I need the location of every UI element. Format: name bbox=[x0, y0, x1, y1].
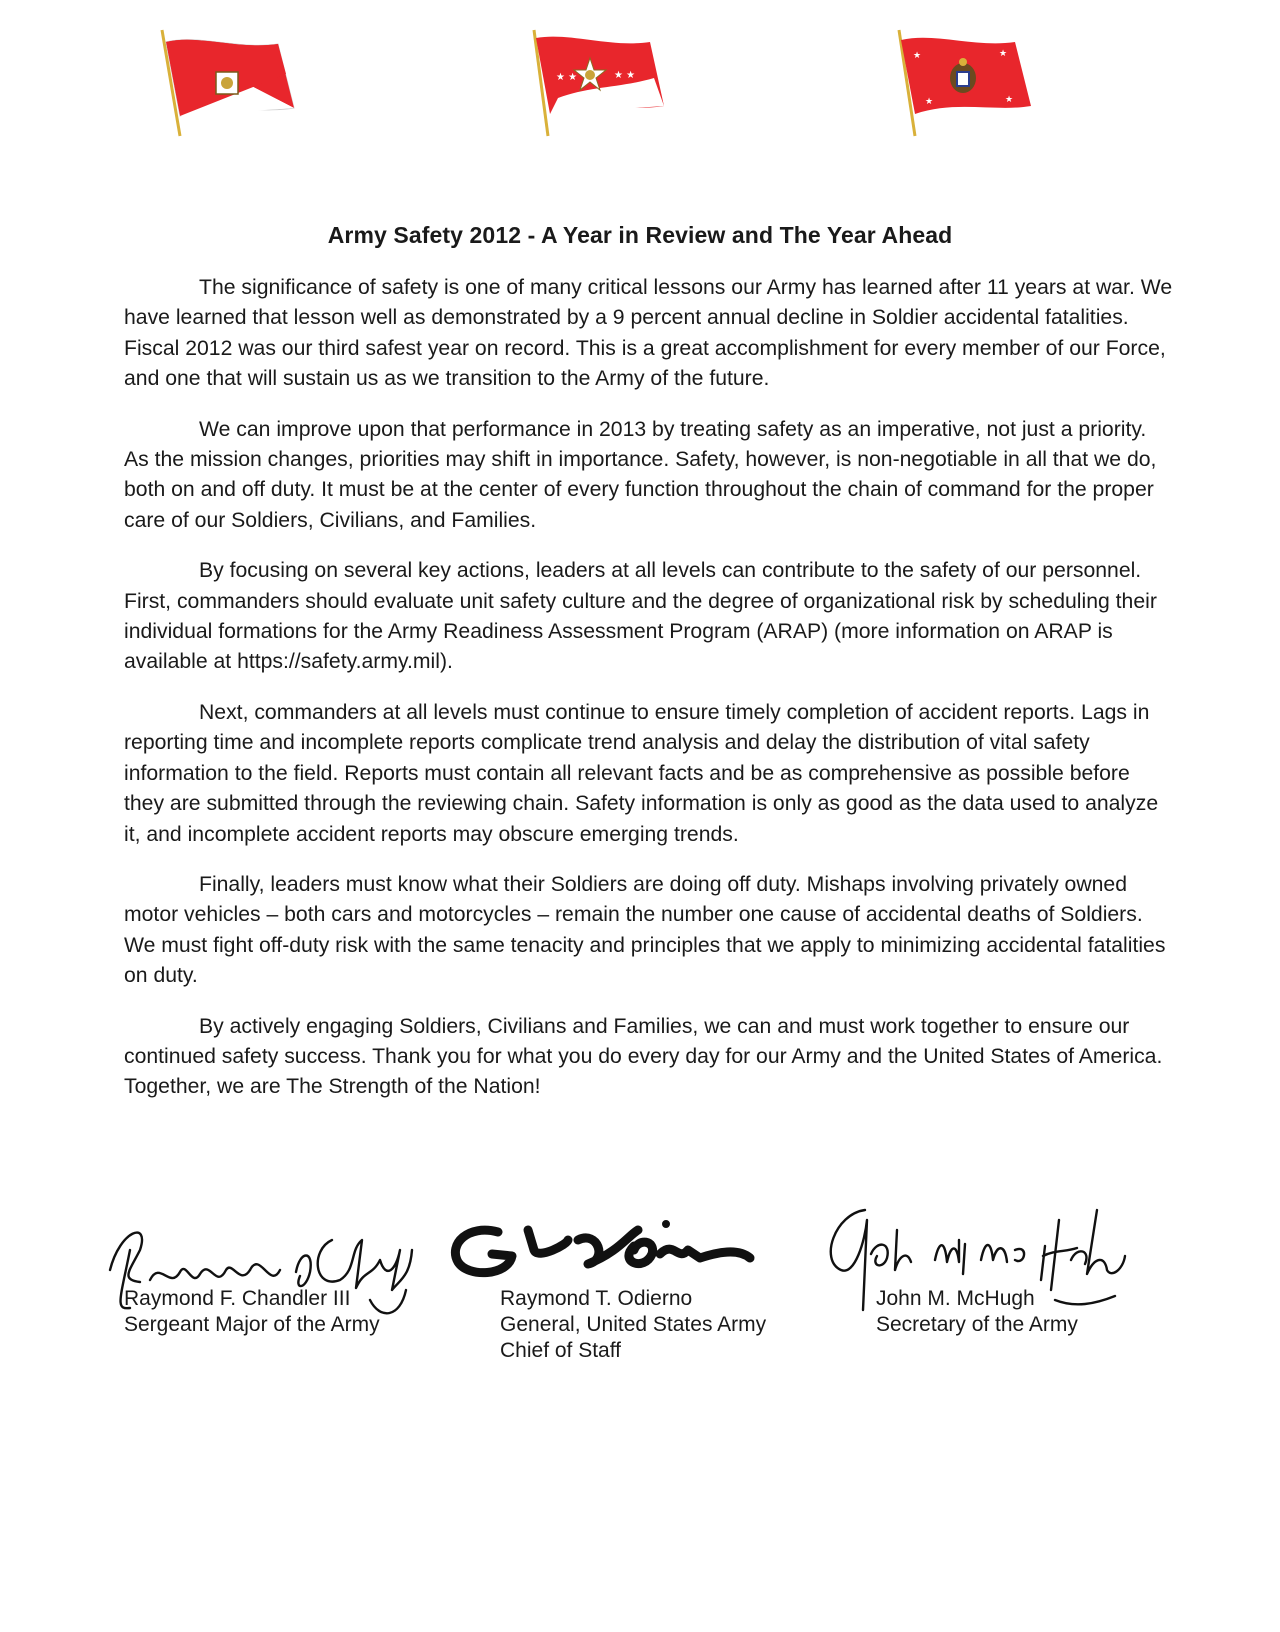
paragraph: By actively engaging Soldiers, Civilians and Families, we can and must work together to ensure our continued safety success. Thank you for what you do every day for our Army and the United States of America. Together, we are The Strength of the Nation! bbox=[124, 1014, 1163, 1099]
paragraph: We can improve upon that performance in 2013 by treating safety as an imperative, not just a priority. As the mission changes, priorities may shift in importance. Safety, however, is non-negotiable in all that we do, both on and off duty. It must be at the center of every function throughout the chain of command for the proper care of our Soldiers, Civilians, and Families. bbox=[124, 417, 1157, 532]
signatory-name: Raymond F. Chandler III bbox=[124, 1287, 351, 1310]
svg-text:★: ★ bbox=[999, 49, 1008, 59]
odierno-signature bbox=[438, 1210, 778, 1295]
svg-text:★: ★ bbox=[925, 97, 934, 107]
letter-body bbox=[124, 273, 1174, 1123]
signature-block-chandler bbox=[124, 1286, 380, 1338]
secretary-flag-icon bbox=[895, 28, 1035, 143]
paragraph: By focusing on several key actions, leaders at all levels can contribute to the safety of our personnel. First, commanders should evaluate unit safety culture and the degree of organizational risk by scheduling their individual formations for the Army Readiness Assessment Program (ARAP) (more information on ARAP is available at https://safety.army.mil). bbox=[124, 559, 1157, 674]
sergeant-major-flag-icon bbox=[158, 28, 298, 143]
document-title: Army Safety 2012 - A Year in Review and The Year Ahead bbox=[327, 222, 953, 248]
paragraph: Finally, leaders must know what their Soldiers are doing off duty. Mishaps involving privately owned motor vehicles – both cars and motorcycles – remain the number one cause of accidental deaths of Soldiers. We must fight off-duty risk with the same tenacity and principles that we apply to minimizing accidental fatalities on duty. bbox=[124, 872, 1166, 988]
svg-text:★: ★ bbox=[913, 51, 922, 61]
signatory-title: Sergeant Major of the Army bbox=[124, 1313, 380, 1336]
signatory-title: General, United States Army bbox=[500, 1313, 767, 1336]
paragraph: Next, commanders at all levels must continue to ensure timely completion of accident reports. Lags in reporting time and incomplete reports complicate trend analysis and delay the distribution of vital safety information to the field. Reports must contain all relevant facts and be as comprehensive as possible before they are submitted through the reviewing chain. Safety information is only as good as the data used to analyze it, and incomplete accident reports may obscure emerging trends. bbox=[124, 700, 1159, 846]
signature-block-odierno bbox=[500, 1286, 766, 1364]
signature-block-mchugh bbox=[876, 1286, 1078, 1338]
signatory-name: Raymond T. Odierno bbox=[500, 1287, 693, 1310]
signatory-office: Chief of Staff bbox=[500, 1339, 622, 1362]
signatory-name: John M. McHugh bbox=[876, 1287, 1035, 1310]
svg-text:★ ★: ★ ★ bbox=[614, 70, 636, 81]
signatory-title: Secretary of the Army bbox=[876, 1313, 1078, 1336]
paragraph: The significance of safety is one of many critical lessons our Army has learned after 11 years at war. We have learned that lesson well as demonstrated by a 9 percent annual decline in Soldier accidental fatalities. Fiscal 2012 was our third safest year on record. This is a great accomplishment for every member of our Force, and one that will sustain us as we transition to the Army of the future. bbox=[124, 276, 1173, 391]
svg-text:★: ★ bbox=[1005, 95, 1014, 105]
chief-of-staff-flag-icon bbox=[530, 28, 670, 143]
svg-text:★ ★: ★ ★ bbox=[556, 72, 578, 83]
